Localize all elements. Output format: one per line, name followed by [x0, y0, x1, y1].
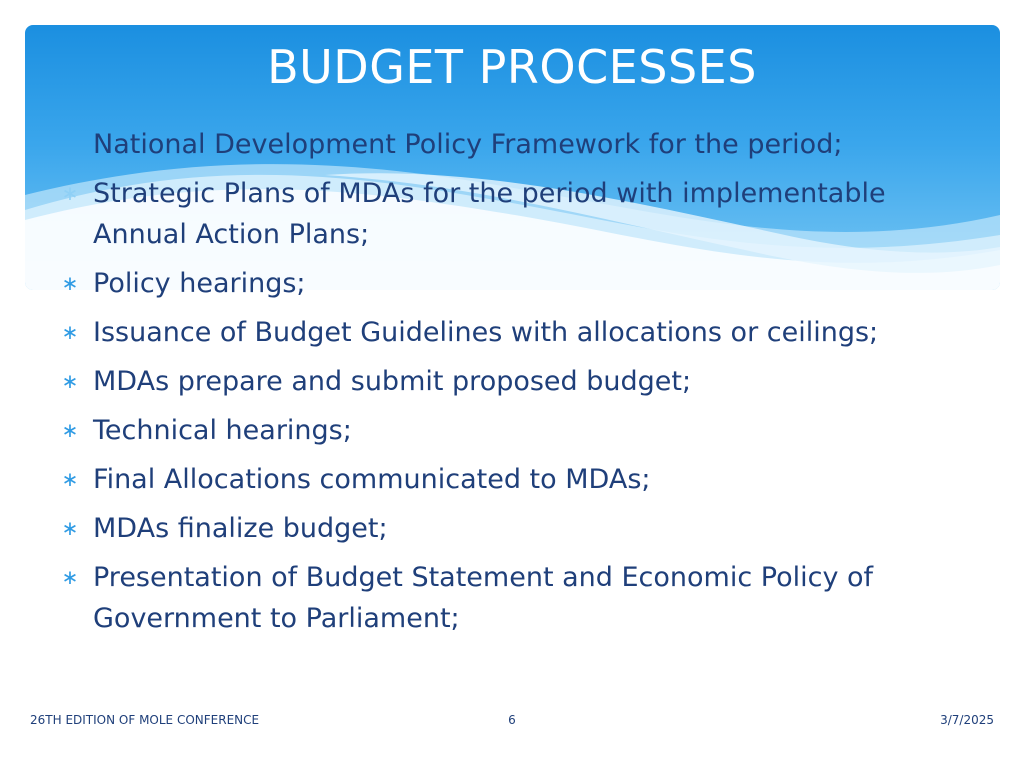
list-item [50, 361, 970, 402]
bullet-marker: ∗ [61, 369, 79, 393]
footer-conference-name: 26TH EDITION OF MOLE CONFERENCE [30, 713, 260, 727]
bullet-text: MDAs finalize budget; [93, 513, 388, 544]
bullet-marker: ∗ [61, 516, 79, 540]
footer-date: 3/7/2025 [940, 713, 994, 727]
list-item [50, 173, 970, 255]
list-item [50, 410, 970, 451]
list-item [50, 459, 970, 500]
bullet-marker: ∗ [61, 320, 79, 344]
list-item [50, 557, 970, 639]
bullet-marker: ∗ [61, 181, 79, 205]
list-item [50, 312, 970, 353]
bullet-text: Policy hearings; [93, 268, 306, 299]
bullet-text: Issuance of Budget Guidelines with allocations or ceilings; [93, 317, 879, 348]
bullet-text: Strategic Plans of MDAs for the period with implementable Annual Action Plans; [93, 178, 886, 250]
bullet-marker: ∗ [61, 565, 79, 589]
list-item [50, 124, 970, 165]
slide-title: BUDGET PROCESSES [267, 40, 757, 94]
bullet-marker: ∗ [61, 418, 79, 442]
list-item [50, 508, 970, 549]
bullet-text: Presentation of Budget Statement and Economic Policy of Government to Parliament; [93, 562, 874, 634]
list-item [50, 263, 970, 304]
bullet-list [50, 124, 970, 647]
bullet-marker: ∗ [61, 271, 79, 295]
footer-page-number: 6 [508, 713, 516, 727]
bullet-text: Final Allocations communicated to MDAs; [93, 464, 651, 495]
bullet-text: Technical hearings; [93, 415, 352, 446]
bullet-marker: ∗ [61, 467, 79, 491]
bullet-text: MDAs prepare and submit proposed budget; [93, 366, 692, 397]
bullet-text: National Development Policy Framework for the period; [93, 129, 843, 160]
